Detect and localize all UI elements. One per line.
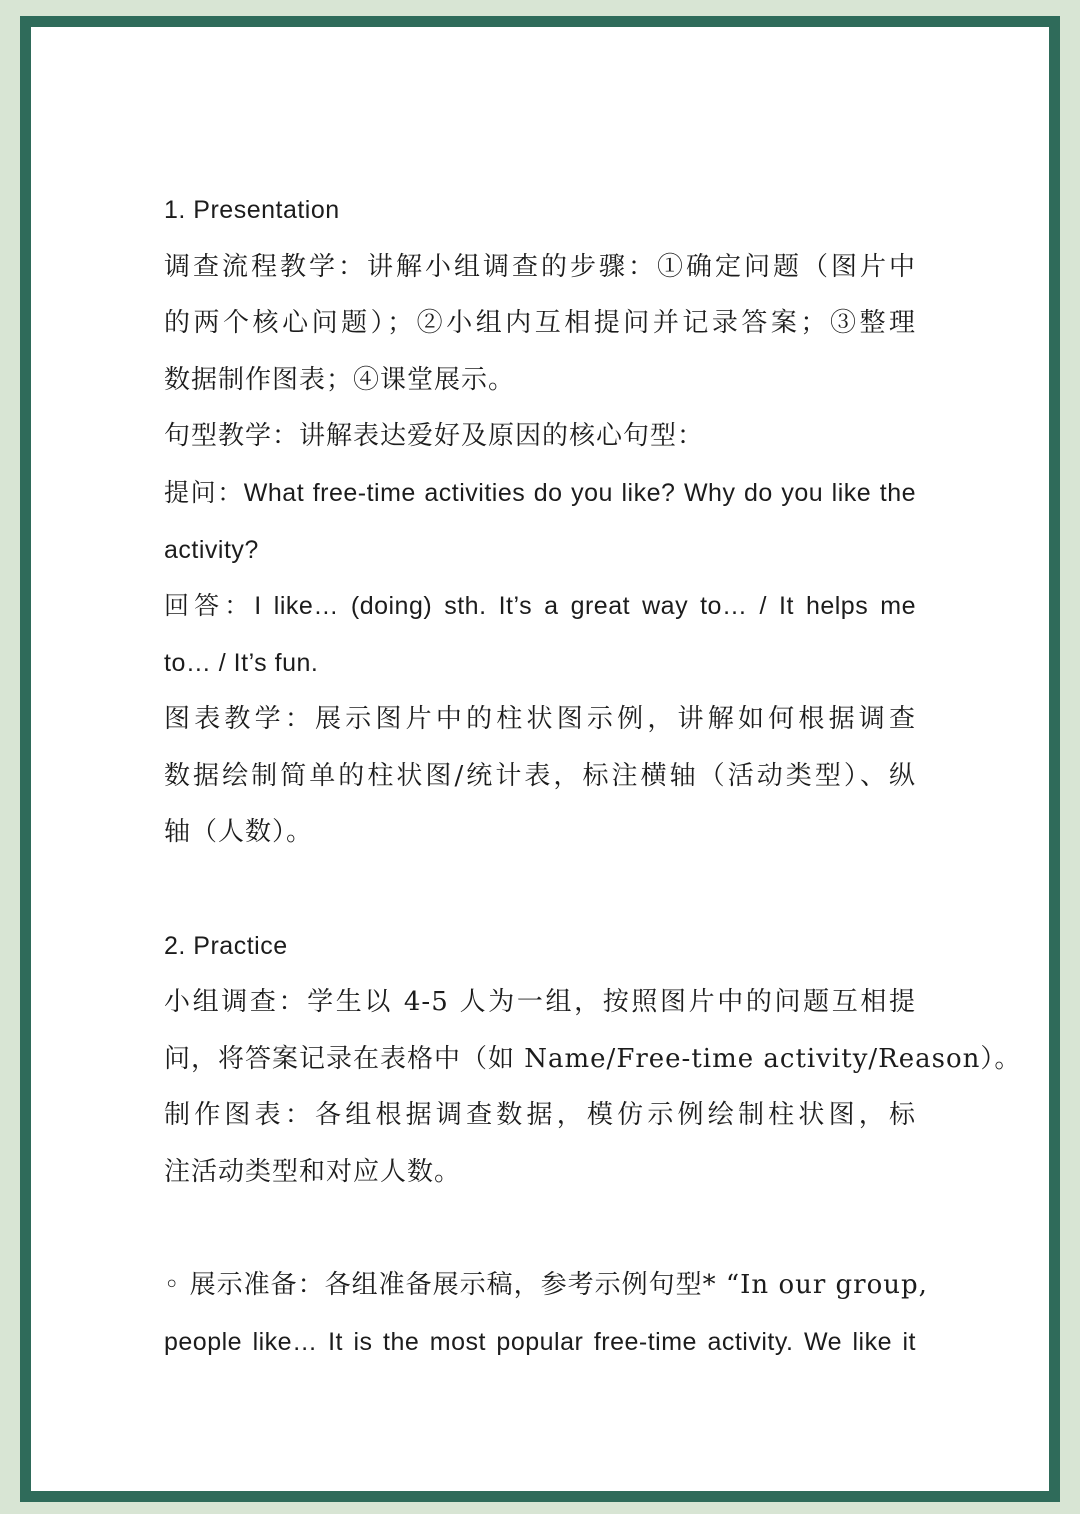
paragraph-line: 数据制作图表；④课堂展示。: [164, 365, 516, 395]
paragraph-line: 句型教学：讲解表达爱好及原因的核心句型：: [164, 421, 705, 451]
paragraph-line: 注活动类型和对应人数。: [164, 1157, 462, 1187]
paragraph-line: 回答：I like… (doing) sth. It’s a great way to… / It helps me: [164, 592, 916, 620]
paragraph-line: 调查流程教学：讲解小组调查的步骤：①确定问题（图片中: [164, 252, 916, 282]
section-heading-presentation: 1. Presentation: [164, 196, 340, 224]
paragraph-line: 小组调查：学生以 4-5 人为一组，按照图片中的问题互相提: [164, 987, 916, 1017]
paragraph-line: ◦ 展示准备：各组准备展示稿，参考示例句型* “In our group,: [164, 1270, 928, 1300]
paragraph-line: 数据绘制简单的柱状图/统计表，标注横轴（活动类型）、纵: [164, 761, 916, 791]
paragraph-line: 轴（人数）。: [164, 817, 314, 847]
paragraph-line: 问，将答案记录在表格中（如 Name/Free-time activity/Reason）。: [164, 1044, 1022, 1074]
section-heading-practice: 2. Practice: [164, 932, 288, 960]
paragraph-line: people like… It is the most popular free-time activity. We like it: [164, 1328, 916, 1356]
paragraph-line: 制作图表：各组根据调查数据，模仿示例绘制柱状图，标: [164, 1100, 916, 1130]
paragraph-line: 图表教学：展示图片中的柱状图示例，讲解如何根据调查: [164, 704, 916, 734]
paragraph-line: activity?: [164, 536, 259, 564]
paragraph-line: 提问：What free-time activities do you like? Why do you like the: [164, 479, 916, 507]
paragraph-line: 的两个核心问题）；②小组内互相提问并记录答案；③整理: [164, 308, 916, 338]
paragraph-line: to… / It’s fun.: [164, 649, 319, 677]
